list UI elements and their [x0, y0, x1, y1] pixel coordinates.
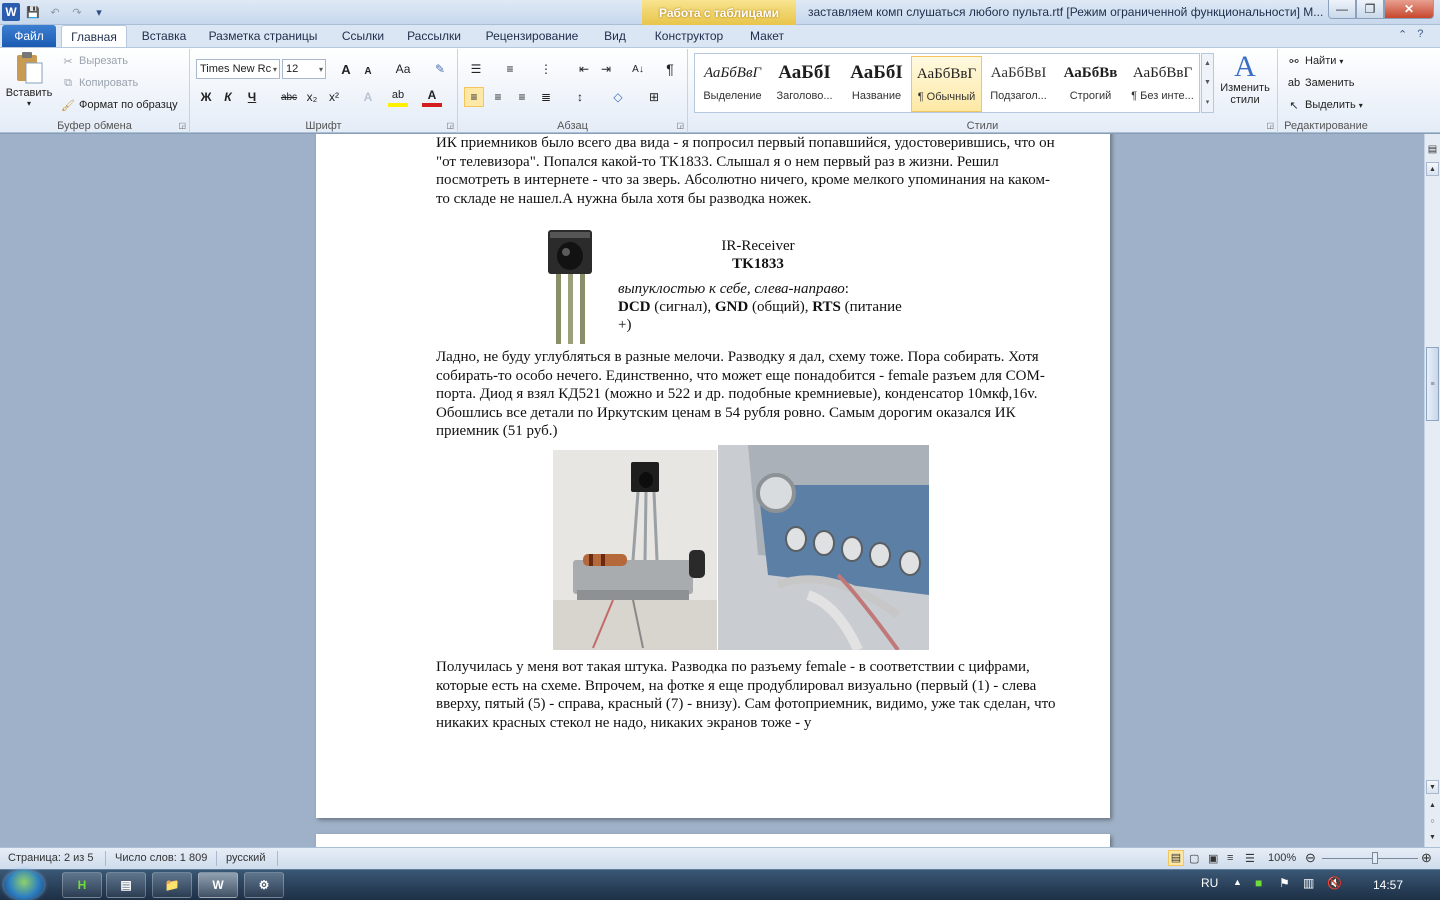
paste-icon	[13, 51, 45, 85]
font-size-combo[interactable]	[282, 59, 326, 79]
paragraph-2[interactable]: Ладно, не буду углубляться в разные мелочи. Разводку я дал, схему тоже. Пора собирать. Хотя собирать-то особо нечего. Единственно, что может еще понадобится - female разъем для COM-порта. Диод я взял КД521 (можно и 522 и др. подобные кремниевые), конденсатор 10мкф,16v. Обошлись все детали по Иркутским ценам в 54 рубля ровно. Самым дорогим оказался ИК приемник (51 руб.)	[436, 349, 1045, 439]
shading-icon[interactable]: ◇	[613, 90, 623, 104]
select-button[interactable]: ↖ Выделить ▾	[1286, 97, 1363, 113]
help-icon[interactable]: ?	[1417, 28, 1424, 40]
decrease-indent-icon[interactable]: ⇤	[578, 62, 590, 76]
ruler-toggle-icon[interactable]: ▤	[1427, 143, 1438, 155]
cut-button[interactable]	[60, 53, 128, 69]
replace-button[interactable]	[1286, 75, 1354, 91]
tab-mailings[interactable]: Рассылки	[407, 29, 461, 43]
volume-muted-icon[interactable]: 🔇	[1327, 876, 1342, 890]
style-sample: АаБбI	[778, 62, 831, 83]
bold-button[interactable]: Ж	[200, 90, 212, 104]
style-name: ¶ Без инте...	[1131, 90, 1194, 102]
taskbar-app-2[interactable]: ▤	[106, 872, 146, 898]
scroll-down-icon[interactable]: ▼	[1426, 780, 1439, 794]
status-bar	[0, 847, 1440, 869]
reading-view-icon[interactable]: ▢	[1189, 853, 1200, 865]
pin-dcd-desc: (сигнал),	[650, 299, 715, 315]
paragraph-group	[458, 49, 688, 133]
style-title[interactable]	[841, 56, 912, 112]
caption-orientation	[618, 280, 918, 298]
pin-rts: RTS	[812, 299, 841, 315]
align-right-icon[interactable]: ≡	[518, 90, 526, 104]
pin-rts-desc: (питание +)	[618, 299, 902, 333]
style-name: Заголово...	[776, 90, 833, 102]
show-hidden-icons-icon[interactable]: ▲	[1233, 877, 1242, 887]
cut-label: Вырезать	[79, 55, 128, 67]
paragraph-3[interactable]: Получилась у меня вот такая штука. Разводка по разъему female - в соответствии с цифрами, которые есть на схеме. Впрочем, на фотке я еще продублировал визуально (первый (1) - слева вверху, пятый (5) - справа, красный (7) - внизу). Сам фотоприемник, видимо, уже так сделан, что никаких красных стекол не надо, никаких экранов тоже - у	[436, 659, 1056, 731]
caption-title: IR-Receiver	[721, 238, 795, 254]
maximize-button[interactable]: ❐	[1356, 0, 1384, 19]
taskbar-explorer[interactable]: 📁	[152, 872, 192, 898]
clock[interactable]: 14:57	[1373, 878, 1404, 892]
caption-colon: :	[844, 281, 849, 297]
shrink-font-button[interactable]: A	[364, 65, 372, 77]
tab-references[interactable]: Ссылки	[341, 29, 385, 43]
next-page[interactable]	[316, 834, 1110, 847]
increase-indent-icon[interactable]: ⇥	[600, 62, 612, 76]
style-strong[interactable]	[1055, 56, 1126, 112]
align-center-icon[interactable]: ≡	[494, 90, 502, 104]
save-icon[interactable]: 💾	[26, 6, 40, 19]
receiver-caption	[618, 237, 918, 334]
help-area	[1398, 28, 1423, 41]
chevron-down-icon[interactable]: ▼	[1204, 79, 1211, 86]
language[interactable]: русский	[226, 852, 266, 864]
replace-label: Заменить	[1305, 77, 1355, 89]
scrollbar-thumb[interactable]: ≡	[1426, 347, 1439, 421]
styles-group-label: Стили	[966, 120, 999, 132]
underline-button[interactable]: Ч	[247, 90, 257, 104]
style-name: Название	[851, 90, 902, 102]
highlight-button[interactable]: ab	[388, 87, 408, 107]
font-color-button[interactable]: A	[422, 87, 442, 107]
paragraph-group-label: Абзац	[557, 120, 588, 132]
editing-group-label: Редактирование	[1284, 120, 1368, 132]
page-count[interactable]: Страница: 2 из 5	[8, 852, 94, 864]
tab-design[interactable]: Конструктор	[654, 29, 724, 43]
superscript-button[interactable]: x²	[329, 90, 339, 104]
subscript-button[interactable]: x₂	[306, 90, 318, 104]
copy-icon: ⧉	[64, 76, 72, 89]
minimize-button[interactable]: —	[1328, 0, 1356, 19]
style-sample: АаБбВвГ	[703, 64, 762, 81]
tab-page-layout[interactable]: Разметка страницы	[208, 29, 318, 43]
collapse-ribbon-icon[interactable]: ⌃	[1398, 29, 1408, 41]
zoom-slider-track[interactable]	[1322, 858, 1418, 859]
clear-formatting-button[interactable]: ✎	[434, 62, 446, 76]
word-count[interactable]: Число слов: 1 809	[115, 852, 208, 864]
previous-page-icon[interactable]: ▲	[1429, 801, 1436, 809]
tab-review[interactable]: Рецензирование	[485, 29, 579, 43]
font-name-value: Times New Rc	[200, 63, 272, 75]
redo-icon[interactable]: ↷	[72, 6, 82, 19]
taskbar-app-5[interactable]: ⚙	[244, 872, 284, 898]
font-size-dropdown-icon[interactable]: ▾	[318, 64, 323, 74]
tab-layout[interactable]: Макет	[750, 29, 784, 43]
align-left-icon[interactable]: ≡	[464, 87, 484, 107]
system-tray	[1195, 869, 1440, 900]
font-group-label: Шрифт	[305, 120, 342, 132]
font-group	[190, 49, 458, 133]
paste-dropdown-icon[interactable]: ▾	[26, 99, 31, 108]
change-case-button[interactable]: Аа	[395, 62, 411, 76]
numbering-icon[interactable]: ≡	[506, 62, 514, 76]
caption-pinout	[618, 298, 918, 334]
clipboard-group	[0, 49, 190, 133]
chevron-up-icon[interactable]: ▲	[1204, 60, 1211, 67]
format-painter-label: Формат по образцу	[79, 99, 178, 111]
style-name: Подзагол...	[990, 90, 1047, 102]
draft-view-icon[interactable]: ☰	[1245, 853, 1255, 865]
taskbar-app-1[interactable]: Н	[62, 872, 102, 898]
style-sample: АаБбВвГ	[1132, 64, 1193, 81]
more-styles-icon[interactable]: ▾	[1205, 99, 1210, 106]
show-marks-button[interactable]: ¶	[666, 61, 674, 77]
change-styles-icon: A	[1234, 50, 1256, 83]
brush-icon: 🖌	[61, 99, 75, 112]
customize-qat-icon[interactable]: ▾	[96, 6, 102, 19]
clipboard-group-label: Буфер обмена	[57, 120, 132, 132]
browse-object-icon[interactable]: ○	[1430, 817, 1435, 825]
zoom-level[interactable]: 100%	[1268, 852, 1297, 864]
language-indicator[interactable]: RU	[1201, 876, 1219, 890]
style-sample: АаБбВв	[1063, 64, 1118, 81]
scroll-up-icon[interactable]: ▲	[1426, 162, 1439, 176]
styles-gallery	[694, 53, 1200, 113]
outline-view-icon[interactable]: ≡	[1227, 852, 1234, 864]
scissors-icon: ✂	[63, 55, 73, 68]
editing-group	[1278, 49, 1374, 133]
styles-dialog-launcher-icon[interactable]: ◲	[1266, 121, 1274, 130]
tab-file[interactable]: Файл	[2, 25, 56, 47]
cursor-icon: ↖	[1289, 99, 1299, 112]
paste-button[interactable]	[6, 51, 52, 115]
tab-view[interactable]: Вид	[604, 29, 626, 43]
tab-insert[interactable]: Вставка	[141, 29, 187, 43]
binoculars-icon: ⚯	[1289, 55, 1299, 68]
tab-home[interactable]: Главная	[61, 25, 127, 48]
web-view-icon[interactable]: ▣	[1208, 853, 1219, 865]
grow-font-button[interactable]: A	[341, 61, 351, 77]
copy-label: Копировать	[79, 77, 139, 89]
italic-button[interactable]: К	[224, 90, 232, 104]
pin-dcd: DCD	[618, 299, 651, 315]
ir-receiver-image	[544, 228, 598, 346]
style-normal[interactable]	[911, 56, 982, 112]
pin-gnd: GND	[714, 299, 749, 315]
change-styles-button[interactable]	[1216, 52, 1274, 114]
strikethrough-button[interactable]: abc	[280, 91, 298, 103]
format-painter-button[interactable]	[60, 97, 178, 113]
find-button[interactable]: ⚯ Найти ▾	[1286, 53, 1343, 69]
tray-app-icon[interactable]: ■	[1255, 876, 1263, 890]
replace-icon: ab	[1287, 77, 1301, 89]
vertical-scrollbar[interactable]	[1424, 134, 1440, 847]
undo-icon[interactable]: ↶	[50, 6, 60, 19]
taskbar-word[interactable]: W	[198, 872, 238, 898]
caption-orientation-text: выпуклостью к себе, слева-направо	[618, 281, 845, 297]
text-effects-button[interactable]: A	[363, 90, 373, 104]
change-styles-label: Изменить стили	[1220, 82, 1270, 106]
font-name-dropdown-icon[interactable]: ▾	[272, 64, 277, 74]
connector-photo	[718, 445, 929, 650]
zoom-slider-thumb[interactable]	[1372, 852, 1378, 864]
style-heading1[interactable]	[769, 56, 840, 112]
font-name-combo[interactable]	[196, 59, 280, 79]
bullets-icon[interactable]: ☰	[470, 62, 482, 76]
device-photo	[553, 450, 717, 650]
style-name: ¶ Обычный	[917, 91, 976, 103]
next-page-icon[interactable]: ▼	[1429, 833, 1436, 841]
paragraph-1[interactable]: ИК приемников было всего два вида - я попросил первый попавшийся, удостоверившись, что он "от телевизора". Попался какой-то ТК1833. Слышал я о нем первый раз в жизни. Решил посмотреть в интернете - что за зверь. Абсолютно ничего, кроме мелкого упоминания на каком-то складе не нашел.А нужна была хотя бы разводка ножек.	[436, 135, 1055, 207]
style-sample: АаБбI	[850, 62, 903, 83]
style-no-spacing[interactable]	[1127, 56, 1198, 112]
font-dialog-launcher-icon[interactable]: ◲	[446, 121, 454, 130]
multilevel-list-icon[interactable]: ⋮	[540, 62, 552, 76]
caption-model: TK1833	[732, 256, 784, 272]
start-button[interactable]	[4, 870, 44, 900]
word-logo-icon[interactable]: W	[2, 3, 20, 21]
sort-button[interactable]: A↓	[632, 63, 644, 75]
style-subtitle[interactable]	[983, 56, 1054, 112]
font-size-value: 12	[286, 63, 299, 75]
justify-icon[interactable]: ≣	[540, 90, 552, 104]
print-layout-view-icon[interactable]: ▤	[1168, 850, 1184, 866]
style-name: Строгий	[1069, 90, 1112, 102]
style-sample: АаБбВвI	[990, 64, 1047, 81]
paste-label: Вставить	[5, 87, 53, 99]
style-name: Выделение	[703, 90, 762, 102]
style-emphasis[interactable]	[697, 56, 768, 112]
copy-button[interactable]	[60, 75, 138, 91]
select-label: Выделить	[1305, 99, 1356, 111]
styles-gallery-scroll[interactable]	[1201, 53, 1214, 113]
clipboard-dialog-launcher-icon[interactable]: ◲	[178, 121, 186, 130]
zoom-in-icon[interactable]: ⊕	[1421, 850, 1432, 865]
style-sample: АаБбВвГ	[916, 65, 977, 82]
document-page[interactable]	[316, 134, 1110, 818]
table-tools-header: Работа с таблицами	[642, 0, 796, 25]
find-label: Найти	[1305, 55, 1337, 67]
paragraph-dialog-launcher-icon[interactable]: ◲	[676, 121, 684, 130]
window-title: заставляем комп слушаться любого пульта.rtf [Режим ограниченной функциональности] M...	[808, 5, 1324, 19]
zoom-out-icon[interactable]: ⊖	[1305, 850, 1316, 865]
close-button[interactable]: ✕	[1384, 0, 1434, 19]
document-area[interactable]	[0, 134, 1424, 847]
line-spacing-icon[interactable]: ↕	[577, 90, 583, 104]
borders-icon[interactable]: ⊞	[648, 90, 660, 104]
tray-flag-icon[interactable]: ⚑	[1279, 876, 1290, 890]
quick-access-toolbar	[2, 3, 108, 21]
pin-gnd-desc: (общий),	[748, 299, 813, 315]
network-icon[interactable]: ▥	[1303, 876, 1315, 890]
